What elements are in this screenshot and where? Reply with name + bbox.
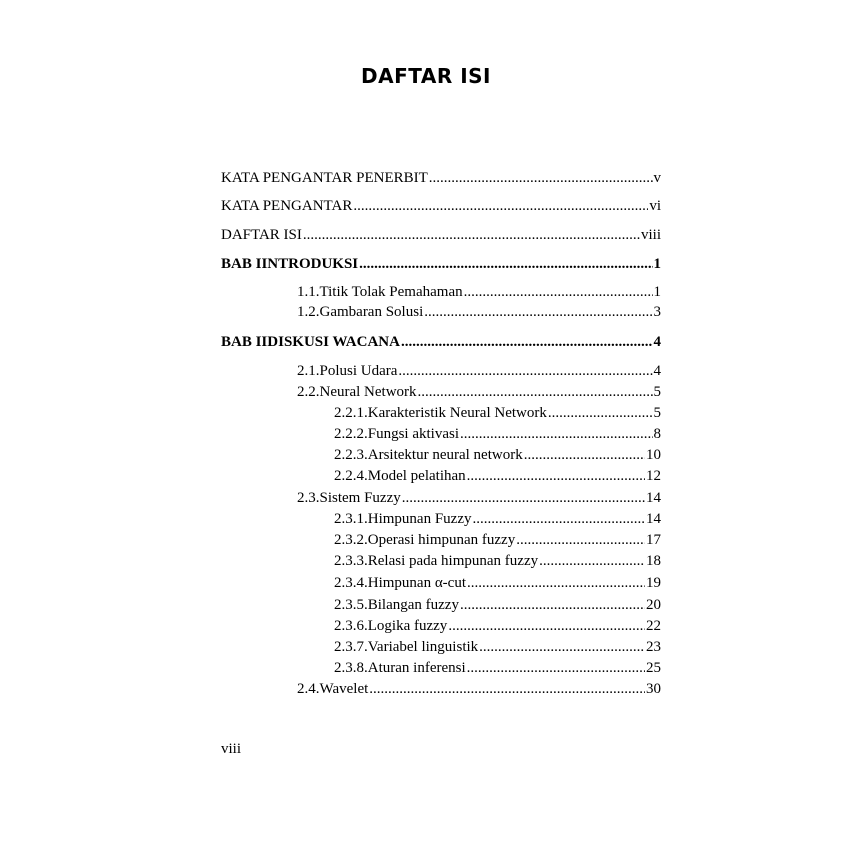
section-number: 1.1. [297,284,320,300]
leader-dots [460,595,645,615]
toc-entry-page: 18 [646,553,661,569]
toc-entry[interactable] [334,658,661,678]
section-number: 2.3. [297,490,320,506]
toc-entry[interactable] [334,530,661,550]
section-number: 2.4. [297,681,320,697]
toc-entry-page: vi [649,198,661,214]
leader-dots [467,658,645,678]
toc-entry-label: Fungsi aktivasi [367,426,460,442]
toc-entry-label: Logika fuzzy [367,618,448,634]
leader-dots [479,637,645,657]
leader-dots [516,530,645,550]
toc-entry-page: 4 [653,334,661,350]
subsection-number: 2.3.2. [334,532,368,548]
subsection-number: 2.3.4. [334,575,368,591]
leader-dots [467,466,645,486]
toc-entry-page: 22 [646,618,661,634]
subsection-number: 2.3.8. [334,660,368,676]
leader-dots [472,509,645,529]
toc-entry[interactable] [334,403,661,423]
page-title: DAFTAR ISI [361,64,491,88]
toc-entry-page: 12 [646,468,661,484]
toc-entry-page: 17 [646,532,661,548]
subsection-number: 2.2.1. [334,405,368,421]
leader-dots [369,679,645,699]
toc-entry[interactable] [334,424,661,444]
leader-dots [539,551,645,571]
toc-entry-label: INTRODUKSI [261,256,359,272]
toc-entry-page: 14 [646,490,661,506]
leader-dots [467,573,645,593]
section-number: 2.1. [297,363,320,379]
toc-entry-label: Himpunan α-cut [367,575,467,591]
subsection-number: 2.2.4. [334,468,368,484]
toc-entry-label: Sistem Fuzzy [319,490,401,506]
toc-entry-page: 20 [646,597,661,613]
toc-entry-label: Variabel linguistik [367,639,479,655]
chapter-number: BAB I [221,256,262,272]
toc-chapter-entry[interactable] [221,254,661,274]
toc-entry-label: KATA PENGANTAR PENERBIT [221,170,428,186]
toc-entry-page: 4 [653,363,661,379]
section-number: 1.2. [297,304,320,320]
page-number: viii [221,741,242,757]
toc-entry-label: Arsitektur neural network [367,447,523,463]
subsection-number: 2.2.3. [334,447,368,463]
toc-entry-label: Karakteristik Neural Network [367,405,547,421]
subsection-number: 2.3.6. [334,618,368,634]
leader-dots [460,424,652,444]
leader-dots [303,225,640,245]
toc-entry[interactable] [221,168,661,188]
toc-entry-page: v [653,170,661,186]
toc-entry[interactable] [334,551,661,571]
leader-dots [418,382,653,402]
toc-entry-page: 3 [653,304,661,320]
toc-entry[interactable] [334,509,661,529]
toc-entry[interactable] [297,302,661,322]
leader-dots [353,196,648,216]
leader-dots [398,361,652,381]
subsection-number: 2.3.1. [334,511,368,527]
toc-chapter-entry[interactable] [221,332,661,352]
toc-entry-page: 10 [646,447,661,463]
toc-entry-label: Aturan inferensi [367,660,466,676]
toc-entry-page: 5 [653,384,661,400]
toc-entry[interactable] [297,282,661,302]
toc-entry-label: DISKUSI WACANA [267,334,400,350]
toc-entry[interactable] [334,445,661,465]
toc-entry[interactable] [334,466,661,486]
leader-dots [524,445,645,465]
leader-dots [424,302,652,322]
toc-entry-label: KATA PENGANTAR [221,198,353,214]
toc-entry[interactable] [297,679,661,699]
toc-entry[interactable] [297,361,661,381]
toc-entry-page: 14 [646,511,661,527]
chapter-number: BAB II [221,334,268,350]
toc-entry-label: Relasi pada himpunan fuzzy [367,553,539,569]
leader-dots [401,332,653,352]
toc-entry[interactable] [297,488,661,508]
subsection-number: 2.3.7. [334,639,368,655]
leader-dots [402,488,645,508]
toc-entry-page: 25 [646,660,661,676]
toc-entry-label: Neural Network [319,384,417,400]
subsection-number: 2.2.2. [334,426,368,442]
leader-dots [464,282,653,302]
toc-entry-label: Bilangan fuzzy [367,597,459,613]
leader-dots [429,168,653,188]
toc-entry-label: Titik Tolak Pemahaman [319,284,463,300]
toc-entry[interactable] [334,616,661,636]
leader-dots [548,403,653,423]
toc-entry-label: DAFTAR ISI [221,227,302,243]
toc-entry-label: Gambaran Solusi [319,304,424,320]
toc-entry-page: 30 [646,681,661,697]
toc-entry-label: Wavelet [319,681,369,697]
subsection-number: 2.3.5. [334,597,368,613]
toc-entry-page: 23 [646,639,661,655]
leader-dots [448,616,645,636]
toc-entry-page: 1 [653,256,661,272]
toc-entry-page: viii [640,227,661,243]
toc-entry-page: 5 [653,405,661,421]
toc-entry-page: 8 [653,426,661,442]
section-number: 2.2. [297,384,320,400]
toc-entry[interactable] [221,196,661,216]
toc-entry-page: 1 [653,284,661,300]
toc-entry-label: Operasi himpunan fuzzy [367,532,516,548]
toc-entry[interactable] [221,225,661,245]
toc-entry-label: Polusi Udara [319,363,398,379]
subsection-number: 2.3.3. [334,553,368,569]
toc-entry[interactable] [334,595,661,615]
toc-entry[interactable] [297,382,661,402]
toc-entry-label: Himpunan Fuzzy [367,511,472,527]
toc-entry[interactable] [334,637,661,657]
leader-dots [359,254,652,274]
toc-entry-page: 19 [646,575,661,591]
toc-entry-label: Model pelatihan [367,468,466,484]
toc-entry[interactable] [334,573,661,593]
